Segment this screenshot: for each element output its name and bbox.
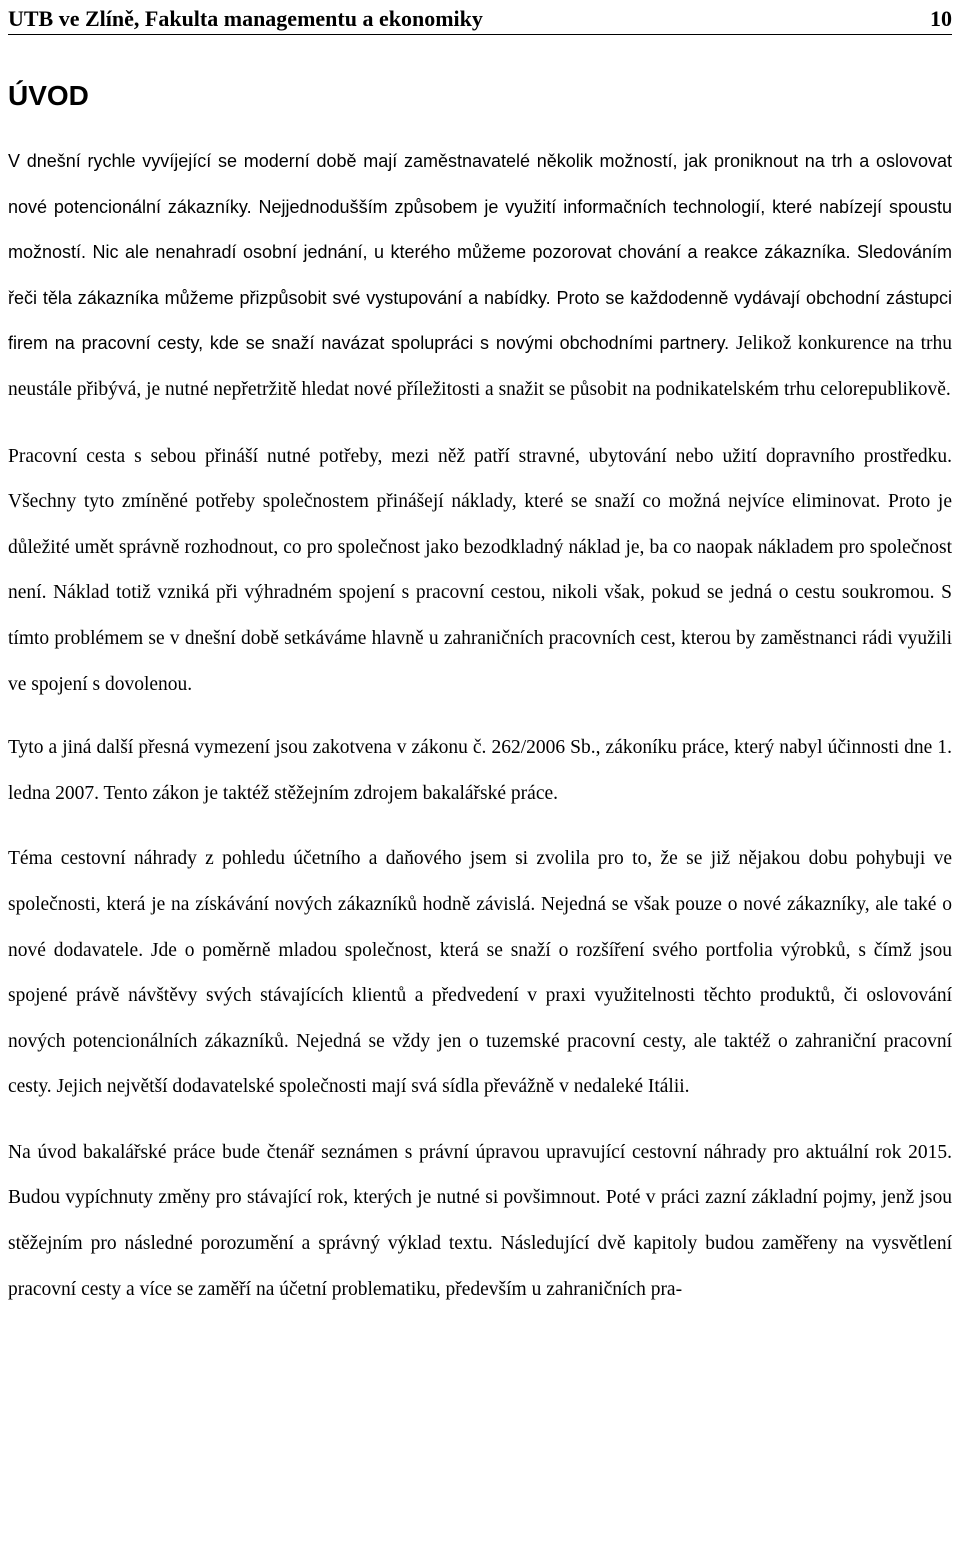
chapter-title: ÚVOD — [8, 80, 89, 111]
document-body — [8, 139, 952, 1336]
page-number: 10 — [930, 6, 952, 31]
paragraph-legislation: Tyto a jiná další přesná vymezení jsou zakotvena v zákonu č. 262/2006 Sb., zákoníku práce, který nabyl účinnosti dne 1. ledna 2007. Tento zákon je taktéž stěžejním zdrojem bakalářské práce. — [8, 737, 952, 804]
paragraph-intro-sans-part: V dnešní rychle vyvíjející se moderní době mají zaměstnavatelé několik možností, jak proniknout na trh a oslovovat nové potencionální zákazníky. Nejjednodušším způsobem je využití informačních technologií, které nabízejí spoustu možností. Nic ale nenahradí osobní jednání, u kterého můžeme pozorovat chování a reakce zákazníka. Sledováním řeči těla zákazníka můžeme přizpůsobit své vystupování a nabídky. Proto se každodenně vydávají obchodní zástupci firem na pracovní cesty, kde se snaží navázat spolupráci s novými obchodními partnery. — [8, 151, 952, 354]
header-institution: UTB ve Zlíně, Fakulta managementu a ekonomiky — [8, 6, 483, 31]
paragraph-intro — [8, 139, 952, 413]
paragraph-topic-choice: Téma cestovní náhrady z pohledu účetního a daňového jsem si zvolila pro to, že se již nějakou dobu pohybuji ve společnosti, která je na získávání nových zákazníků hodně závislá. Nejedná se však pouze o nové zákazníky, ale také o nové dodavatele. Jde o poměrně mladou společnost, která se snaží o rozšíření svého portfolia výrobků, s čímž jsou spojené právě návštěvy svých stávajících klientů a předvedení v praxi využitelnosti těchto produktů, či oslovování nových potencionálních zákazníků. Nejedná se vždy jen o tuzemské pracovní cesty, ale taktéž o zahraniční pracovní cesty. Jejich největší dodavatelské společnosti mají svá sídla převážně v nedaleké Itálii. — [8, 848, 952, 1098]
paragraph-business-trip: Pracovní cesta s sebou přináší nutné potřeby, mezi něž patří stravné, ubytování nebo užití dopravního prostředku. Všechny tyto zmíněné potřeby společnostem přinášejí náklady, které se snaží co možná nejvíce eliminovat. Proto je důležité umět správně rozhodnout, co pro společnost jako bezodkladný náklad je, ba co naopak nákladem pro společnost není. Náklad totiž vzniká při výhradném spojení s pracovní cestou, nikoli však, pokud se jedná o cestu soukromou. S tímto problémem se v dnešní době setkáváme hlavně u zahraničních pracovních cest, kterou by zaměstnanci rádi využili ve spojení s dovolenou. — [8, 445, 952, 695]
running-header — [8, 0, 952, 32]
paragraph-intro-serif-part: Jelikož konkurence na trhu neustále přibývá, je nutné nepřetržitě hledat nové příležitosti a snažit se působit na podnikatelském trhu celorepublikově. — [8, 333, 952, 400]
header-divider — [8, 34, 952, 35]
paragraph-structure: Na úvod bakalářské práce bude čtenář seznámen s právní úpravou upravující cestovní náhrady pro aktuální rok 2015. Budou vypíchnuty změny pro stávající rok, kterých je nutné si povšimnout. Poté v práci zazní základní pojmy, jenž jsou stěžejním pro následné porozumění a správný výklad textu. Následující dvě kapitoly budou zaměřeny na vysvětlení pracovní cesty a více se zaměří na účetní problematiku, především u zahraničních pra- — [8, 1141, 952, 1300]
